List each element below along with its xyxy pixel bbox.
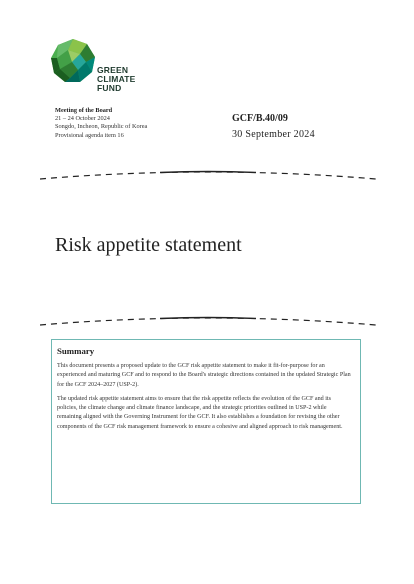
meeting-location: Songdo, Incheon, Republic of Korea — [55, 123, 148, 131]
meeting-info — [55, 107, 147, 140]
summary-heading: Summary — [57, 346, 95, 356]
meeting-title: Meeting of the Board — [55, 107, 113, 114]
meeting-dates: 21 – 24 October 2024 — [55, 115, 110, 123]
logo-line-green: GREEN — [97, 65, 129, 75]
document-title: Risk appetite statement — [55, 234, 242, 256]
summary-paragraph-1: This document presents a proposed update to the GCF risk appetite statement to make it fit-for-purpose for an experienced and maturing GCF and to respond to the Board's strategic directions contained in the updated Strategic Plan for the GCF 2024–2027 (USP-2). — [57, 363, 351, 388]
document-date: 30 September 2024 — [232, 129, 315, 140]
logo-wordmark — [97, 66, 136, 93]
logo-line-climate: CLIMATE — [97, 74, 136, 84]
globe-icon — [50, 38, 96, 84]
document-number: GCF/B.40/09 — [232, 113, 288, 124]
logo-line-fund: FUND — [97, 83, 122, 93]
top-wave-divider — [40, 170, 376, 182]
gcf-logo — [50, 38, 170, 100]
agenda-item: Provisional agenda item 16 — [55, 131, 124, 139]
bottom-wave-divider — [40, 316, 376, 328]
summary-box — [51, 339, 361, 504]
summary-paragraph-2: The updated risk appetite statement aims to ensure that the risk appetite reflects the evolution of the GCF and its policies, the climate change and climate finance landscape, and the strategic priorities outlined in USP-2 while remaining aligned with the Governing Instrument for the GCF. It also establishes a foundation for revising the other components of the GCF risk management framework to ensure a cohesive and aligned approach to risk management. — [57, 395, 343, 430]
